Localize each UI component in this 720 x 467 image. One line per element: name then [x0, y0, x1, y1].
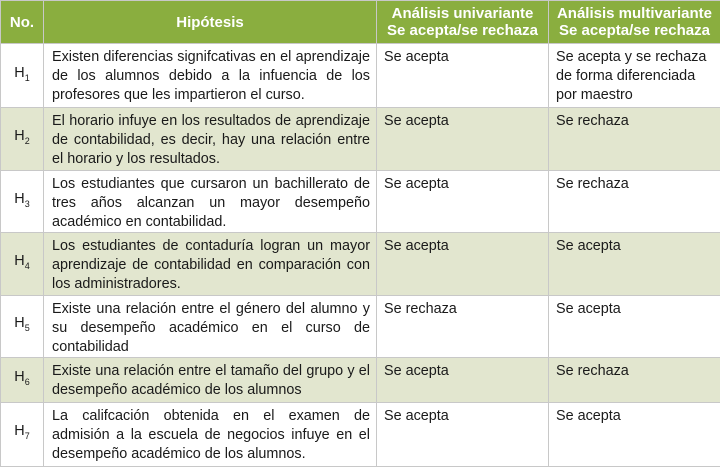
- hypothesis-text: Los estudiantes de contaduría logran un mayor aprendizaje de contabilidad en comparación con los administradores.: [44, 233, 377, 295]
- univariate-result: Se acepta: [377, 402, 549, 466]
- univariate-header-line2: Se acepta/se rechaza: [387, 22, 538, 39]
- hypothesis-text: Los estudiantes que cursaron un bachillerato de tres años alcanzan un mayor desempeño académico en contabilidad.: [44, 170, 377, 232]
- hypothesis-letter: H: [14, 190, 25, 207]
- column-header-univariate: [377, 1, 549, 44]
- hypothesis-index: 1: [24, 72, 30, 83]
- univariate-result: Se acepta: [377, 233, 549, 295]
- multivariate-result: Se acepta: [549, 233, 720, 295]
- hypothesis-number: [1, 233, 44, 295]
- multivariate-result: Se acepta: [549, 402, 720, 466]
- column-header-no: No.: [1, 1, 44, 44]
- hypothesis-number: [1, 170, 44, 232]
- univariate-result: Se acepta: [377, 44, 549, 108]
- hypothesis-number: [1, 108, 44, 170]
- hypothesis-number: [1, 402, 44, 466]
- header-row: [1, 1, 720, 44]
- hypothesis-text: Existe una relación entre el tamaño del grupo y el desempeño académico de los alumnos: [44, 358, 377, 402]
- hypothesis-text: El horario infuye en los resultados de aprendizaje de contabilidad, es decir, hay una relación entre el horario y los resultados.: [44, 108, 377, 170]
- multivariate-result: Se acepta y se rechaza de forma diferenciada por maestro: [549, 44, 720, 108]
- univariate-header-line1: Análisis univariante: [391, 5, 534, 22]
- multivariate-result: Se rechaza: [549, 108, 720, 170]
- univariate-result: Se rechaza: [377, 295, 549, 357]
- multivariate-header-line1: Análisis multivariante: [556, 5, 713, 22]
- multivariate-result: Se rechaza: [549, 170, 720, 232]
- hypothesis-index: 4: [24, 261, 30, 272]
- univariate-result: Se acepta: [377, 170, 549, 232]
- table-row: [1, 402, 720, 466]
- table-row: [1, 233, 720, 295]
- hypothesis-letter: H: [14, 64, 25, 81]
- hypothesis-index: 3: [24, 198, 30, 209]
- hypothesis-letter: H: [14, 253, 25, 270]
- table-row: [1, 108, 720, 170]
- hypothesis-index: 7: [24, 431, 30, 442]
- hypothesis-text: Existe una relación entre el género del alumno y su desempeño académico en el curso de contabilidad: [44, 295, 377, 357]
- univariate-result: Se acepta: [377, 358, 549, 402]
- hypothesis-index: 5: [24, 323, 30, 334]
- hypothesis-text: Existen diferencias signifcativas en el aprendizaje de los alumnos debido a la infuencia de los profesores que les impartieron el curso.: [44, 44, 377, 108]
- table-row: [1, 44, 720, 108]
- table-row: [1, 170, 720, 232]
- table-row: [1, 295, 720, 357]
- multivariate-result: Se acepta: [549, 295, 720, 357]
- hypothesis-letter: H: [14, 128, 25, 145]
- hypothesis-number: [1, 358, 44, 402]
- table-row: [1, 358, 720, 402]
- column-header-hypothesis: Hipótesis: [44, 1, 377, 44]
- univariate-result: Se acepta: [377, 108, 549, 170]
- hypothesis-text: La califcación obtenida en el examen de admisión a la escuela de negocios infuye en el desempeño académico de los alumnos.: [44, 402, 377, 466]
- column-header-multivariate: [549, 1, 720, 44]
- hypothesis-letter: H: [14, 315, 25, 332]
- multivariate-result: Se rechaza: [549, 358, 720, 402]
- hypothesis-letter: H: [14, 423, 25, 440]
- hypothesis-letter: H: [14, 368, 25, 385]
- hypothesis-number: [1, 295, 44, 357]
- hypothesis-index: 2: [24, 136, 30, 147]
- hypothesis-number: [1, 44, 44, 108]
- multivariate-header-line2: Se acepta/se rechaza: [559, 22, 710, 39]
- hypothesis-index: 6: [24, 376, 30, 387]
